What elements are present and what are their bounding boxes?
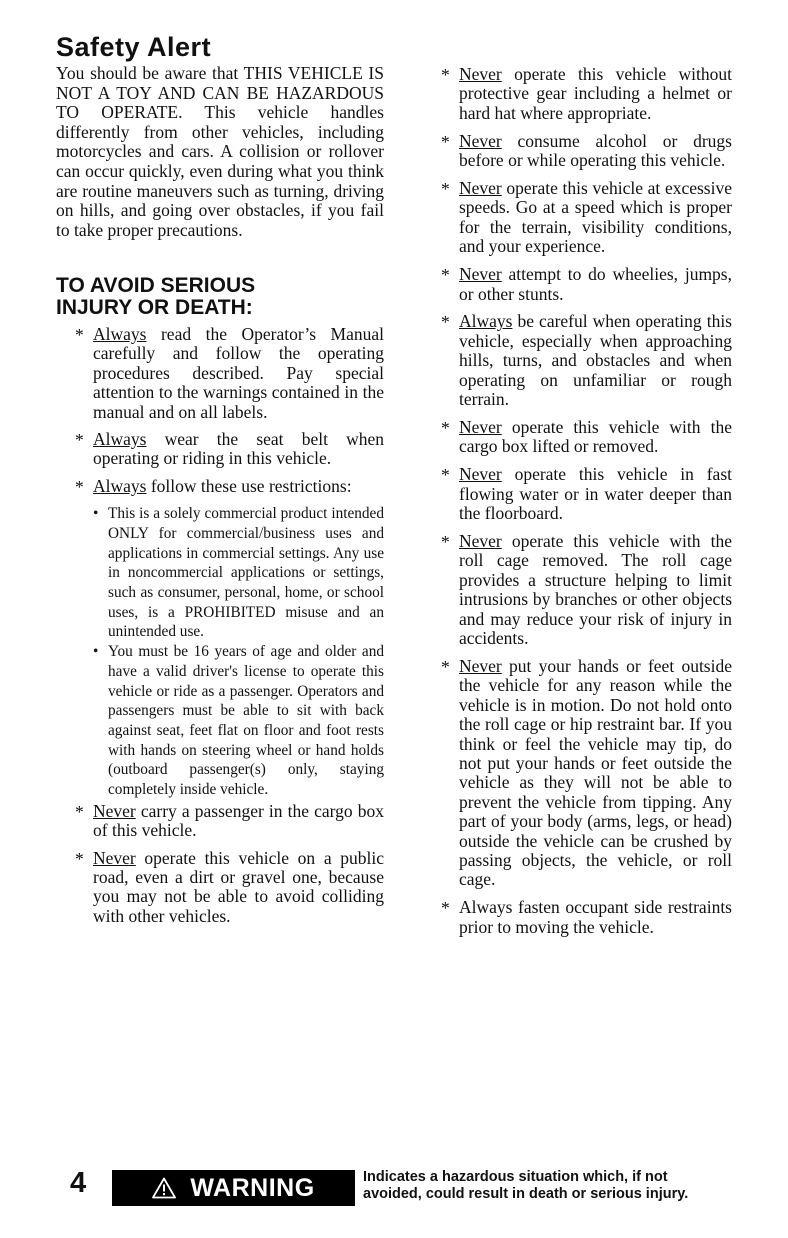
restriction-item — [93, 504, 384, 642]
bullet-marker: • — [93, 505, 99, 523]
list-item — [56, 477, 384, 800]
list-item — [56, 325, 384, 422]
list-item — [422, 532, 732, 648]
list-item — [422, 465, 732, 523]
list-keyword: Never — [459, 264, 502, 285]
list-marker: * — [441, 131, 450, 152]
list-marker: * — [441, 465, 450, 486]
list-text: read the Operator’s Manual carefully and follow the operating procedures described. Pay special attention to the warnings contained in the manual and on all labels. — [93, 324, 384, 422]
list-text: operate this vehicle with the roll cage removed. The roll cage provides a structure helping to limit intrusions by branches or other objects and may reduce your risk of injury in accidents. — [459, 531, 732, 649]
list-item — [422, 418, 732, 457]
list-item — [422, 132, 732, 171]
list-item — [56, 430, 384, 469]
list-keyword: Always — [93, 429, 147, 450]
list-item — [56, 849, 384, 927]
list-keyword: Never — [459, 417, 502, 437]
list-text: operate this vehicle with the cargo box lifted or removed. — [459, 417, 732, 457]
page-title: Safety Alert — [56, 32, 212, 62]
intro-paragraph: You should be aware that THIS VEHICLE IS NOT A TOY AND CAN BE HAZARDOUS TO OPERATE. This vehicle handles differently from other vehicles, including motorcycles and cars. A collision or rollover can occur quickly, even during what you think are routine maneuvers such as turning, driving on hills, and going over obstacles, if you fail to take proper precautions. — [56, 63, 384, 240]
list-item — [422, 65, 732, 123]
list-item — [56, 802, 384, 841]
list-text: carry a passenger in the cargo box of this vehicle. — [93, 800, 384, 841]
warning-definition — [363, 1169, 743, 1203]
list-keyword: Never — [459, 130, 502, 151]
warning-label: WARNING — [190, 1173, 315, 1202]
list-marker: * — [75, 430, 84, 451]
list-text: operate this vehicle in fast flowing water or in water deeper than the floorboard. — [459, 464, 732, 524]
list-marker: * — [441, 312, 450, 333]
section-heading — [56, 275, 386, 319]
list-marker: * — [75, 325, 84, 345]
list-marker: * — [441, 265, 450, 286]
warning-definition-line2: avoided, could result in death or serious injury. — [363, 1186, 689, 1202]
list-marker: * — [441, 418, 450, 438]
list-marker: * — [441, 65, 450, 85]
list-keyword: Never — [93, 847, 136, 868]
list-item — [422, 657, 732, 890]
list-text: follow these use restrictions: — [146, 475, 352, 496]
restriction-item — [93, 642, 384, 800]
use-restrictions-list — [93, 504, 384, 800]
left-safety-list — [56, 325, 384, 926]
list-marker: * — [75, 801, 84, 822]
list-keyword: Never — [459, 655, 502, 676]
list-text: operate this vehicle on a public road, even a dirt or gravel one, because you may not be able to avoid colliding with other vehicles. — [93, 847, 384, 926]
list-marker: * — [441, 179, 450, 200]
list-item — [422, 898, 732, 937]
list-text: attempt to do wheelies, jumps, or other stunts. — [459, 264, 732, 304]
list-marker: * — [75, 476, 84, 497]
list-keyword: Never — [459, 531, 502, 552]
list-text: consume alcohol or drugs before or while operating this vehicle. — [459, 130, 732, 171]
page-number: 4 — [70, 1167, 87, 1199]
list-keyword: Never — [459, 178, 502, 199]
list-marker: * — [75, 848, 84, 869]
list-item — [422, 265, 732, 304]
list-keyword: Never — [459, 64, 502, 84]
list-text: operate this vehicle without protective gear including a helmet or hard hat where appropriate. — [459, 64, 732, 123]
list-text: put your hands or feet outside the vehicle for any reason while the vehicle is in motion. Do not hold onto the roll cage or hip restraint bar. If you think or feel the vehicle may tip, do not put your hands or feet outside the vehicle as they will not be able to prevent the vehicle from tipping. Any part of your body (arms, legs, or head) outside the vehicle can be crushed by passing objects, the vehicle, or roll cage. — [459, 655, 732, 890]
list-item — [422, 179, 732, 257]
list-marker: * — [441, 656, 450, 677]
warning-definition-line1: Indicates a hazardous situation which, if not — [363, 1169, 668, 1185]
list-text: Always fasten occupant side restraints prior to moving the vehicle. — [459, 897, 732, 937]
list-keyword: Always — [93, 475, 147, 496]
list-marker: * — [441, 898, 450, 919]
warning-badge — [112, 1170, 355, 1206]
list-keyword: Never — [93, 800, 136, 821]
list-marker: * — [441, 532, 450, 553]
bullet-marker: • — [93, 643, 99, 661]
list-keyword: Always — [459, 311, 513, 332]
restriction-text: You must be 16 years of age and older and have a valid driver's license to operate this vehicle or ride as a passenger. Operators and passengers must be able to sit with back against seat, feet flat on floor and foot rests with hands on steering wheel or hand holds (outboard passenger(s) only, staying completely inside vehicle. — [108, 643, 384, 799]
section-heading-line1: TO AVOID SERIOUS — [56, 274, 256, 297]
list-keyword: Never — [459, 464, 502, 485]
list-text: wear the seat belt when operating or riding in this vehicle. — [93, 429, 384, 469]
list-keyword: Always — [93, 324, 147, 344]
section-heading-line2: INJURY OR DEATH: — [56, 296, 253, 319]
list-text: operate this vehicle at excessive speeds. Go at a speed which is proper for the terrain, visibility conditions, and your experience. — [459, 178, 732, 257]
list-item — [422, 312, 732, 409]
right-safety-list — [422, 65, 732, 937]
warning-triangle-icon — [152, 1177, 176, 1199]
list-text: be careful when operating this vehicle, especially when approaching hills, turns, and obstacles and when operating on unfamiliar or rough terrain. — [459, 311, 732, 410]
restriction-text: This is a solely commercial product intended ONLY for commercial/business uses and applications in commercial settings. Any use in noncommercial applications or settings, such as consumer, personal, home, or school uses, is a PROHIBITED misuse and an unintended use. — [108, 505, 384, 641]
